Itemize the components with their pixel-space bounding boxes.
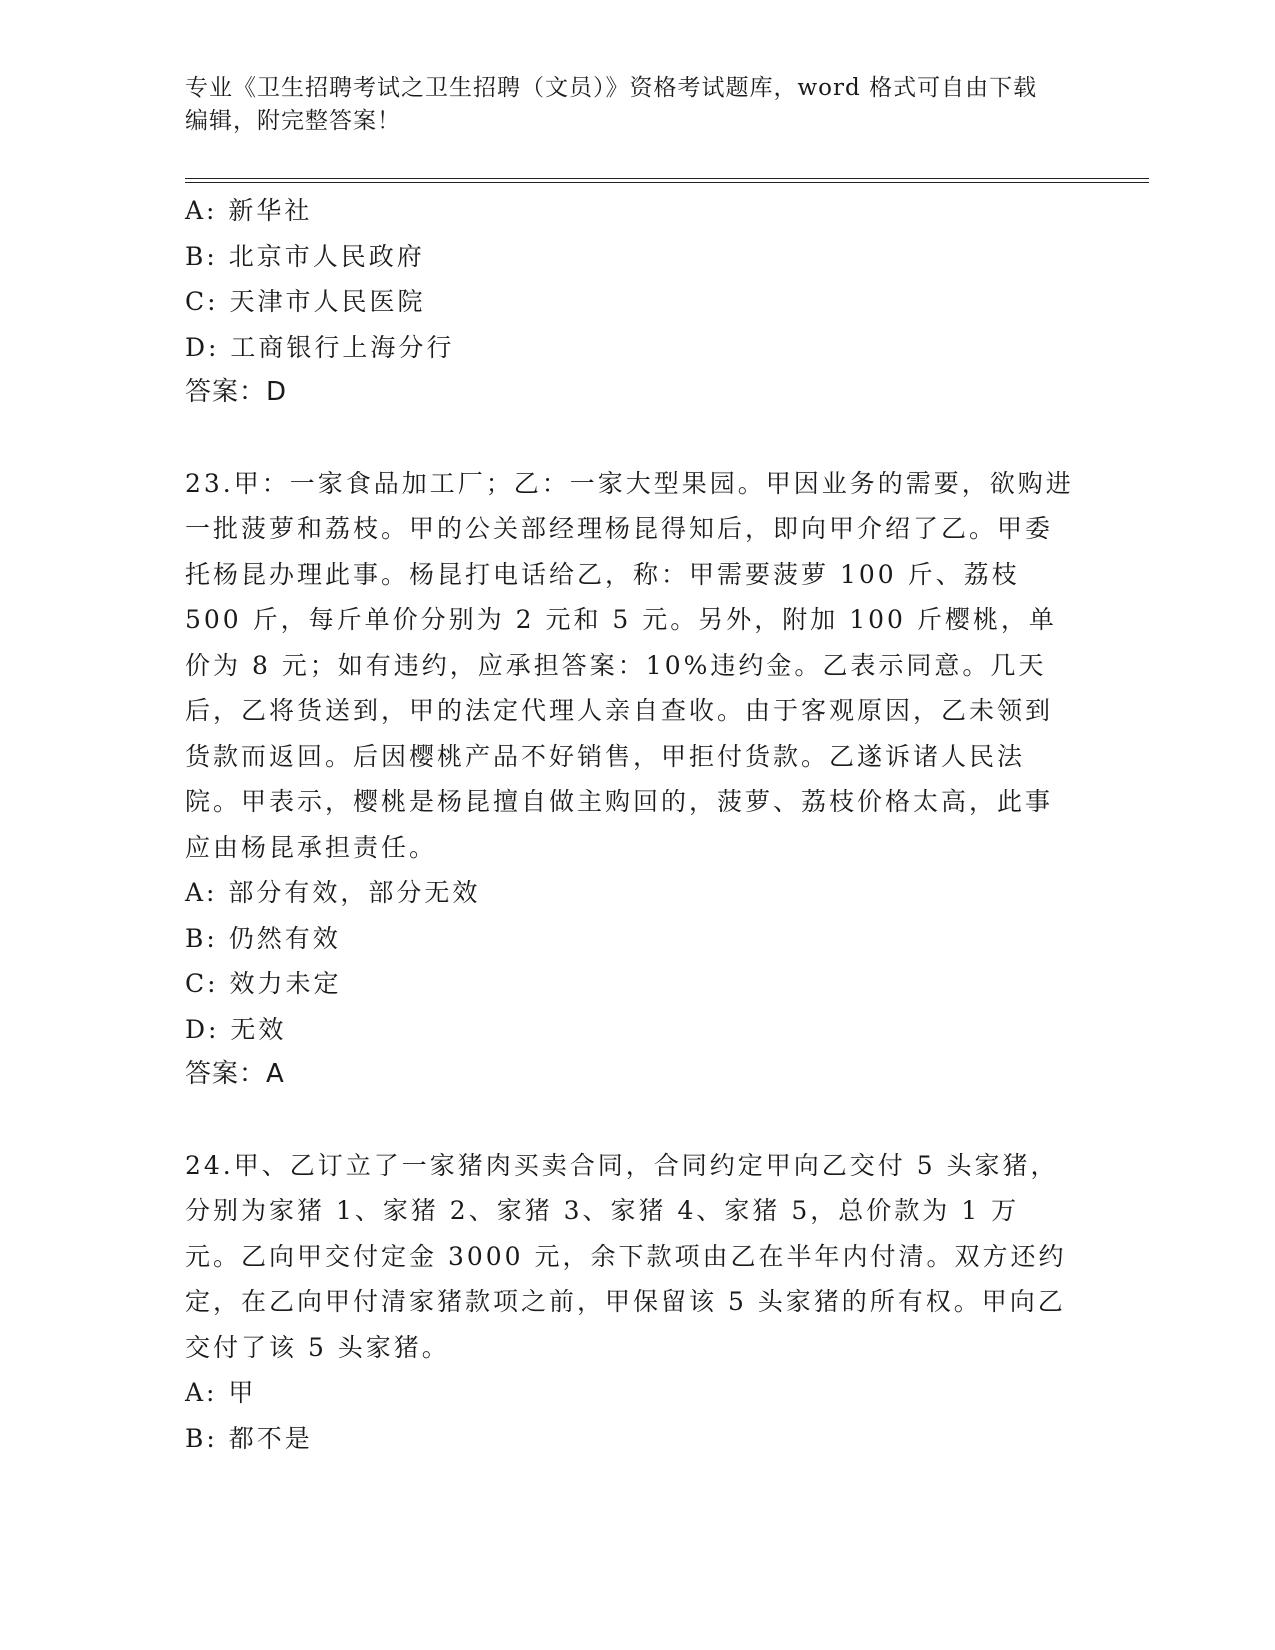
q23-option-a: A: 部分有效，部分无效 [185, 878, 481, 907]
q22-option-a: A: 新华社 [185, 196, 313, 225]
q24-option-b: B: 都不是 [185, 1423, 313, 1453]
q23-option-c: C: 效力未定 [185, 969, 342, 998]
spacer [185, 1098, 1085, 1143]
q24-text: 24.甲、乙订立了一家猪肉买卖合同，合同约定甲向乙交付 5 头家猪，分别为家猪 1、家猪 2、家猪 3、家猪 4、家猪 5，总价款为 1 万元。乙向甲交付定金 3000 元，余下款项由乙在半年内付清。双方还约定，在乙向甲付清家猪款项之前，甲保留该 5 头家猪的所有权。甲向乙交付了该 5 头家猪。 [185, 1150, 1067, 1362]
q22-option-d: D: 工商银行上海分行 [185, 332, 455, 362]
q23-option-d: D: 无效 [185, 1014, 287, 1044]
document-header [185, 72, 1065, 138]
q22-option-c: C: 天津市人民医院 [185, 287, 426, 316]
q23-option-b: B: 仍然有效 [185, 923, 341, 953]
q23-answer: 答案：A [185, 1059, 285, 1089]
question-22-block [185, 188, 1085, 416]
header-line-2: 编辑，附完整答案！ [185, 108, 401, 134]
q22-option-b: B: 北京市人民政府 [185, 241, 425, 271]
question-23-block [185, 461, 1085, 1098]
spacer [185, 416, 1085, 461]
q23-text: 23.甲：一家食品加工厂；乙：一家大型果园。甲因业务的需要，欲购进一批菠萝和荔枝。甲的公关部经理杨昆得知后，即向甲介绍了乙。甲委托杨昆办理此事。杨昆打电话给乙，称：甲需要菠萝 100 斤、荔枝 500 斤，每斤单价分别为 2 元和 5 元。另外，附加 100 斤樱桃，单价为 8 元；如有违约，应承担答案：10%违约金。乙表示同意。几天后，乙将货送到，甲的法定代理人亲自查收。由于客观原因，乙未领到货款而返回。后因樱桃产品不好销售，甲拒付货款。乙遂诉诸人民法院。甲表示，樱桃是杨昆擅自做主购回的，菠萝、荔枝价格太高，此事应由杨昆承担责任。 [185, 468, 1074, 862]
q22-answer: 答案：D [185, 377, 288, 407]
question-24-block [185, 1143, 1085, 1462]
question-content [185, 188, 1085, 1461]
header-rule-bottom [185, 182, 1149, 183]
q24-option-a: A: 甲 [185, 1378, 257, 1407]
header-rule-top [185, 178, 1149, 179]
header-line-1: 专业《卫生招聘考试之卫生招聘（文员）》资格考试题库，word 格式可自由下载 [185, 75, 1038, 101]
